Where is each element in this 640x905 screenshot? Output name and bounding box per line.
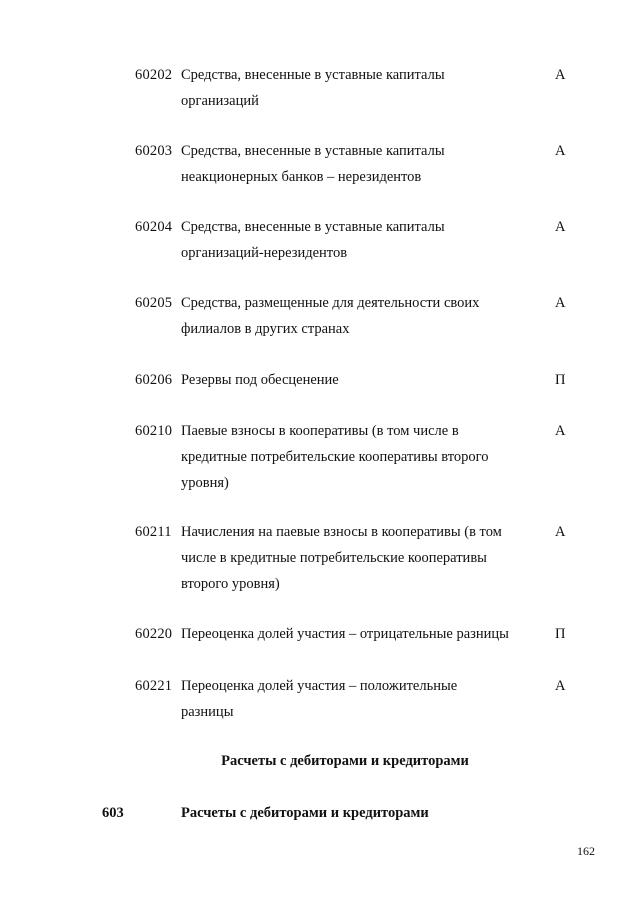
account-description [181,214,536,266]
account-description [181,621,536,647]
description-line: числе в кредитные потребительские кооперативы [181,550,487,566]
account-type: А [555,423,566,439]
description-line: Средства, размещенные для деятельности своих [181,295,480,311]
account-type: А [555,678,566,694]
description-line: Резервы под обесценение [181,372,339,388]
account-type: А [555,219,566,235]
description-line: организаций-нерезидентов [181,245,348,261]
description-line: организаций [181,93,259,109]
section-title: Расчеты с дебиторами и кредиторами [221,753,469,769]
account-code: 60221 [135,678,173,694]
description-line: второго уровня) [181,576,280,592]
description-line: кредитные потребительские кооперативы второго [181,449,489,465]
description-line: филиалов в других странах [181,321,350,337]
description-line: Переоценка долей участия – положительные [181,678,458,694]
description-line: неакционерных банков – нерезидентов [181,169,422,185]
account-description [181,367,536,393]
description-line: Средства, внесенные в уставные капиталы [181,143,445,159]
account-code: 60211 [135,524,172,540]
account-description [181,519,536,597]
account-code: 60205 [135,295,173,311]
account-type: П [555,626,566,642]
account-type: А [555,143,566,159]
account-description [181,138,536,190]
description-line: Средства, внесенные в уставные капиталы [181,219,445,235]
account-type: А [555,67,566,83]
account-description [181,418,536,496]
account-type: А [555,295,566,311]
account-code: 60204 [135,219,173,235]
account-description [181,673,536,725]
subsection-code: 603 [102,805,124,821]
account-code: 60203 [135,143,173,159]
description-line: уровня) [181,475,229,491]
account-type: П [555,372,566,388]
account-description [181,62,536,114]
description-line: Средства, внесенные в уставные капиталы [181,67,445,83]
account-code: 60210 [135,423,173,439]
description-line: разницы [181,704,234,720]
account-type: А [555,524,566,540]
account-code: 60206 [135,372,173,388]
account-code: 60202 [135,67,173,83]
description-line: Начисления на паевые взносы в кооперативы (в том [181,524,502,540]
description-line: Переоценка долей участия – отрицательные разницы [181,626,509,642]
description-line: Паевые взносы в кооперативы (в том числе в [181,423,459,439]
account-description [181,290,536,342]
subsection-title: Расчеты с дебиторами и кредиторами [181,805,429,821]
account-code: 60220 [135,626,173,642]
page-number: 162 [577,844,595,858]
